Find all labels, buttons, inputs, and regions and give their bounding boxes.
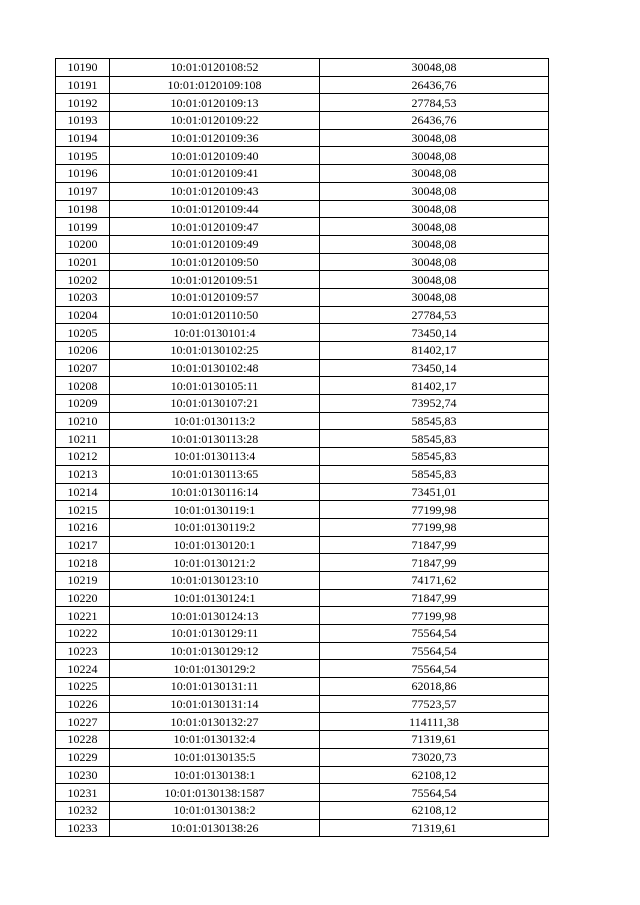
cadastral-number-cell: 10:01:0130102:48: [110, 359, 320, 377]
cadastral-number-cell: 10:01:0130138:26: [110, 819, 320, 837]
table-row: [56, 430, 549, 448]
table-row: [56, 94, 549, 112]
table-row: [56, 518, 549, 536]
cadastral-number-cell: 10:01:0120109:40: [110, 147, 320, 165]
table-row: [56, 182, 549, 200]
row-number-cell: 10191: [56, 76, 110, 94]
cadastral-number-cell: 10:01:0130101:4: [110, 324, 320, 342]
table-row: [56, 465, 549, 483]
row-number-cell: 10219: [56, 571, 110, 589]
table-row: [56, 324, 549, 342]
cadastral-number-cell: 10:01:0120109:43: [110, 182, 320, 200]
cadastral-number-cell: 10:01:0120108:52: [110, 59, 320, 77]
cadastral-number-cell: 10:01:0130129:2: [110, 660, 320, 678]
row-number-cell: 10201: [56, 253, 110, 271]
row-number-cell: 10205: [56, 324, 110, 342]
value-cell: 30048,08: [320, 235, 549, 253]
row-number-cell: 10202: [56, 271, 110, 289]
value-cell: 77199,98: [320, 518, 549, 536]
table-row: [56, 448, 549, 466]
value-cell: 75564,54: [320, 784, 549, 802]
value-cell: 74171,62: [320, 571, 549, 589]
table-row: [56, 660, 549, 678]
cadastral-number-cell: 10:01:0120109:108: [110, 76, 320, 94]
cadastral-number-cell: 10:01:0130138:2: [110, 801, 320, 819]
row-number-cell: 10211: [56, 430, 110, 448]
row-number-cell: 10220: [56, 589, 110, 607]
row-number-cell: 10208: [56, 377, 110, 395]
value-cell: 30048,08: [320, 147, 549, 165]
value-cell: 81402,17: [320, 377, 549, 395]
table-row: [56, 731, 549, 749]
cadastral-number-cell: 10:01:0130119:1: [110, 501, 320, 519]
value-cell: 30048,08: [320, 200, 549, 218]
value-cell: 26436,76: [320, 112, 549, 130]
table-row: [56, 200, 549, 218]
row-number-cell: 10207: [56, 359, 110, 377]
value-cell: 58545,83: [320, 448, 549, 466]
table-row: [56, 766, 549, 784]
row-number-cell: 10212: [56, 448, 110, 466]
row-number-cell: 10200: [56, 235, 110, 253]
value-cell: 58545,83: [320, 430, 549, 448]
cadastral-number-cell: 10:01:0130116:14: [110, 483, 320, 501]
value-cell: 71847,99: [320, 536, 549, 554]
value-cell: 30048,08: [320, 59, 549, 77]
value-cell: 114111,38: [320, 713, 549, 731]
cadastral-number-cell: 10:01:0130123:10: [110, 571, 320, 589]
row-number-cell: 10217: [56, 536, 110, 554]
cadastral-number-cell: 10:01:0130132:4: [110, 731, 320, 749]
value-cell: 75564,54: [320, 642, 549, 660]
row-number-cell: 10233: [56, 819, 110, 837]
table-row: [56, 288, 549, 306]
value-cell: 73450,14: [320, 324, 549, 342]
cadastral-number-cell: 10:01:0130131:11: [110, 678, 320, 696]
cadastral-number-cell: 10:01:0120109:47: [110, 218, 320, 236]
table-row: [56, 678, 549, 696]
row-number-cell: 10194: [56, 129, 110, 147]
cadastral-number-cell: 10:01:0130113:28: [110, 430, 320, 448]
row-number-cell: 10192: [56, 94, 110, 112]
table-row: [56, 235, 549, 253]
table-row: [56, 483, 549, 501]
cadastral-number-cell: 10:01:0130105:11: [110, 377, 320, 395]
table-row: [56, 112, 549, 130]
table-row: [56, 571, 549, 589]
cadastral-number-cell: 10:01:0120109:13: [110, 94, 320, 112]
row-number-cell: 10203: [56, 288, 110, 306]
table-row: [56, 395, 549, 413]
cadastral-number-cell: 10:01:0120109:22: [110, 112, 320, 130]
table-row: [56, 253, 549, 271]
cadastral-number-cell: 10:01:0130121:2: [110, 554, 320, 572]
cadastral-number-cell: 10:01:0130102:25: [110, 342, 320, 360]
value-cell: 75564,54: [320, 625, 549, 643]
value-cell: 58545,83: [320, 412, 549, 430]
table-row: [56, 501, 549, 519]
value-cell: 30048,08: [320, 218, 549, 236]
table-row: [56, 147, 549, 165]
row-number-cell: 10218: [56, 554, 110, 572]
cadastral-number-cell: 10:01:0130124:13: [110, 607, 320, 625]
value-cell: 30048,08: [320, 182, 549, 200]
row-number-cell: 10216: [56, 518, 110, 536]
cadastral-number-cell: 10:01:0130131:14: [110, 695, 320, 713]
table-row: [56, 59, 549, 77]
row-number-cell: 10226: [56, 695, 110, 713]
table-row: [56, 695, 549, 713]
value-cell: 30048,08: [320, 271, 549, 289]
cadastral-number-cell: 10:01:0130138:1: [110, 766, 320, 784]
cadastral-number-cell: 10:01:0120109:49: [110, 235, 320, 253]
cadastral-number-cell: 10:01:0120109:41: [110, 165, 320, 183]
cadastral-number-cell: 10:01:0120109:57: [110, 288, 320, 306]
value-cell: 62108,12: [320, 766, 549, 784]
row-number-cell: 10204: [56, 306, 110, 324]
value-cell: 77199,98: [320, 501, 549, 519]
cadastral-number-cell: 10:01:0130120:1: [110, 536, 320, 554]
table-row: [56, 412, 549, 430]
table-row: [56, 625, 549, 643]
cadastral-number-cell: 10:01:0130107:21: [110, 395, 320, 413]
table-row: [56, 554, 549, 572]
value-cell: 77199,98: [320, 607, 549, 625]
cadastral-number-cell: 10:01:0120109:36: [110, 129, 320, 147]
value-cell: 77523,57: [320, 695, 549, 713]
row-number-cell: 10229: [56, 748, 110, 766]
table-row: [56, 589, 549, 607]
row-number-cell: 10195: [56, 147, 110, 165]
row-number-cell: 10206: [56, 342, 110, 360]
row-number-cell: 10224: [56, 660, 110, 678]
table-row: [56, 642, 549, 660]
cadastral-number-cell: 10:01:0130119:2: [110, 518, 320, 536]
table-row: [56, 536, 549, 554]
table-row: [56, 76, 549, 94]
value-cell: 71319,61: [320, 731, 549, 749]
row-number-cell: 10196: [56, 165, 110, 183]
value-cell: 71319,61: [320, 819, 549, 837]
table-row: [56, 306, 549, 324]
value-cell: 30048,08: [320, 253, 549, 271]
value-cell: 30048,08: [320, 165, 549, 183]
table-row: [56, 165, 549, 183]
value-cell: 62018,86: [320, 678, 549, 696]
value-cell: 81402,17: [320, 342, 549, 360]
table-row: [56, 359, 549, 377]
value-cell: 73450,14: [320, 359, 549, 377]
row-number-cell: 10221: [56, 607, 110, 625]
cadastral-number-cell: 10:01:0120110:50: [110, 306, 320, 324]
table-row: [56, 819, 549, 837]
cadastral-number-cell: 10:01:0130113:65: [110, 465, 320, 483]
value-cell: 75564,54: [320, 660, 549, 678]
cadastral-number-cell: 10:01:0130138:1587: [110, 784, 320, 802]
value-cell: 73020,73: [320, 748, 549, 766]
row-number-cell: 10227: [56, 713, 110, 731]
value-cell: 27784,53: [320, 94, 549, 112]
table-row: [56, 713, 549, 731]
cadastral-number-cell: 10:01:0130129:11: [110, 625, 320, 643]
row-number-cell: 10230: [56, 766, 110, 784]
cadastral-number-cell: 10:01:0130132:27: [110, 713, 320, 731]
value-cell: 71847,99: [320, 554, 549, 572]
cadastral-number-cell: 10:01:0130135:5: [110, 748, 320, 766]
row-number-cell: 10209: [56, 395, 110, 413]
row-number-cell: 10197: [56, 182, 110, 200]
row-number-cell: 10223: [56, 642, 110, 660]
row-number-cell: 10199: [56, 218, 110, 236]
value-cell: 58545,83: [320, 465, 549, 483]
table-row: [56, 129, 549, 147]
row-number-cell: 10193: [56, 112, 110, 130]
value-cell: 71847,99: [320, 589, 549, 607]
table-row: [56, 271, 549, 289]
row-number-cell: 10215: [56, 501, 110, 519]
cadastral-number-cell: 10:01:0130124:1: [110, 589, 320, 607]
row-number-cell: 10190: [56, 59, 110, 77]
cadastral-number-cell: 10:01:0120109:44: [110, 200, 320, 218]
table-row: [56, 784, 549, 802]
table-row: [56, 218, 549, 236]
row-number-cell: 10198: [56, 200, 110, 218]
cadastral-number-cell: 10:01:0130129:12: [110, 642, 320, 660]
table-row: [56, 748, 549, 766]
table-row: [56, 607, 549, 625]
row-number-cell: 10222: [56, 625, 110, 643]
value-cell: 62108,12: [320, 801, 549, 819]
row-number-cell: 10232: [56, 801, 110, 819]
value-cell: 73952,74: [320, 395, 549, 413]
cadastral-number-cell: 10:01:0120109:50: [110, 253, 320, 271]
data-table: [55, 58, 549, 837]
table-row: [56, 801, 549, 819]
cadastral-number-cell: 10:01:0130113:4: [110, 448, 320, 466]
row-number-cell: 10225: [56, 678, 110, 696]
row-number-cell: 10210: [56, 412, 110, 430]
row-number-cell: 10213: [56, 465, 110, 483]
row-number-cell: 10228: [56, 731, 110, 749]
row-number-cell: 10214: [56, 483, 110, 501]
table-row: [56, 342, 549, 360]
value-cell: 26436,76: [320, 76, 549, 94]
cadastral-number-cell: 10:01:0120109:51: [110, 271, 320, 289]
value-cell: 73451,01: [320, 483, 549, 501]
table-row: [56, 377, 549, 395]
value-cell: 27784,53: [320, 306, 549, 324]
value-cell: 30048,08: [320, 129, 549, 147]
table-body: [56, 59, 549, 837]
row-number-cell: 10231: [56, 784, 110, 802]
value-cell: 30048,08: [320, 288, 549, 306]
cadastral-number-cell: 10:01:0130113:2: [110, 412, 320, 430]
